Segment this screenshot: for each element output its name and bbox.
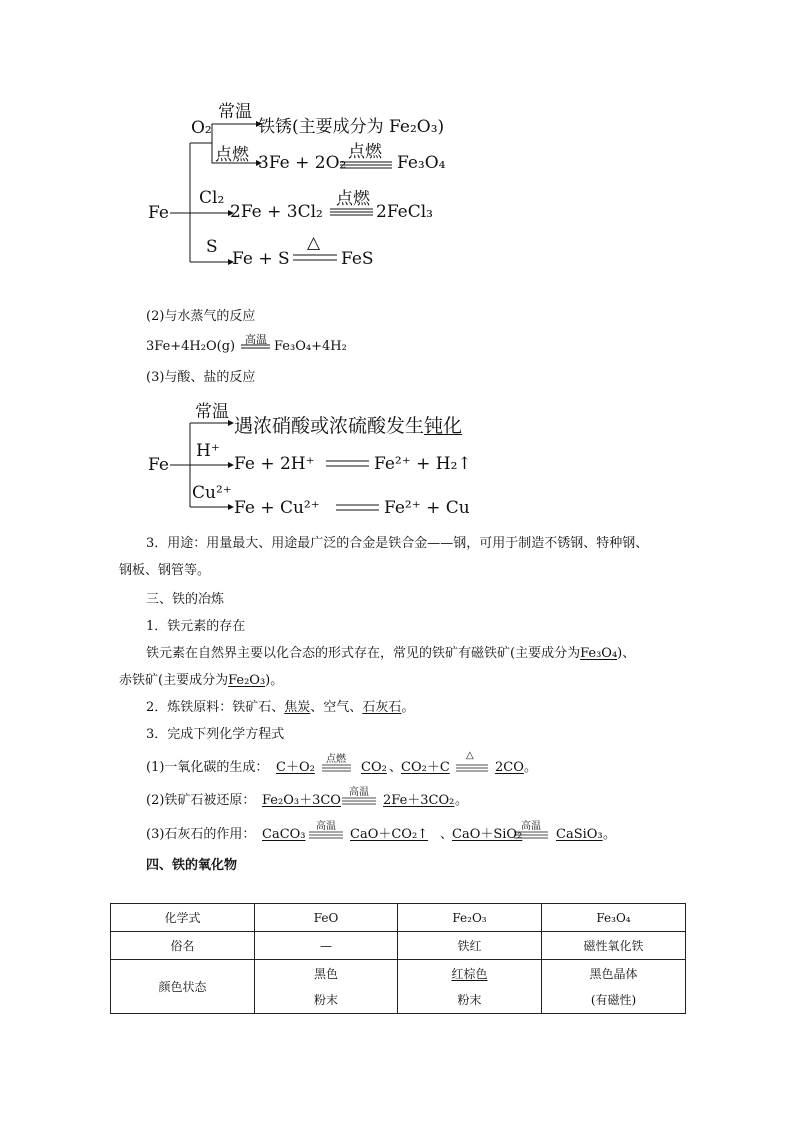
o2-equation-condition: 点燃 — [348, 142, 382, 162]
existence-paragraph-2: 赤铁矿(主要成分为Fe₂O₃)。 — [119, 673, 284, 688]
eq3-prefix: (3)石灰石的作用： — [146, 827, 256, 842]
s-equation-left: Fe + S — [232, 249, 290, 269]
table-cell: Fe₂O₃ — [398, 904, 542, 932]
eq2-end: 。 — [455, 793, 469, 808]
changwen-arrow-line — [212, 124, 256, 133]
cl2-equation-left: 2Fe + 3Cl₂ — [230, 202, 323, 222]
raw-materials-line: 2．炼铁原料：铁矿石、焦炭、空气、石灰石。 — [146, 700, 415, 715]
eq1-product-b: 2CO — [495, 760, 524, 775]
table-cell: — — [255, 932, 398, 960]
eq1-reactants-a: C＋O₂ — [276, 760, 315, 775]
changwen-condition: 常温 — [218, 102, 252, 122]
eq2-products: 2Fe＋3CO₂ — [383, 793, 455, 808]
cell-line: (有磁性) — [590, 992, 637, 1007]
eq2-reactants: Fe₂O₃＋3CO — [262, 793, 341, 808]
existence-paragraph-1: 铁元素在自然界主要以化合态的形式存在，常见的铁矿有磁铁矿(主要成分为Fe₃O₄)、 — [146, 646, 636, 661]
iron-oxides-table — [110, 903, 686, 1014]
steam-equation-condition: 高温 — [245, 333, 267, 346]
eq3-separator: 、 — [440, 827, 454, 842]
s-equation-condition: △ — [307, 233, 321, 253]
usage-line-2: 钢板、钢管等。 — [119, 563, 211, 578]
dianran-condition: 点燃 — [215, 145, 249, 165]
changwen2-condition: 常温 — [195, 402, 229, 422]
table-cell — [398, 960, 542, 1014]
fe2-label: Fe — [148, 455, 169, 475]
o2-equation-left: 3Fe + 2O₂ — [258, 153, 347, 173]
table-cell: 化学式 — [111, 904, 255, 932]
table-cell: 铁红 — [398, 932, 542, 960]
eq1-end: 。 — [524, 760, 538, 775]
s-equation-product: FeS — [341, 249, 374, 269]
coke-answer: 焦炭 — [284, 700, 311, 715]
cell-line: 黑色晶体 — [589, 966, 638, 981]
table-cell: Fe₃O₄ — [542, 904, 686, 932]
passivation-word: 钝化 — [424, 415, 463, 437]
rust-product: 铁锈(主要成分为 Fe₂O₃) — [258, 117, 445, 137]
steam-equation-left: 3Fe+4H₂O(g) — [146, 339, 236, 354]
table-cell: FeO — [255, 904, 398, 932]
eq2-prefix: (2)铁矿石被还原： — [146, 793, 256, 808]
h-plus-label: H⁺ — [196, 441, 220, 461]
magnetite-formula: Fe₃O₄ — [580, 646, 618, 661]
h-equation-left: Fe + 2H⁺ — [234, 454, 315, 474]
eq3-end: 。 — [603, 827, 617, 842]
s-label: S — [206, 237, 218, 257]
h-equation-right: Fe²⁺ + H₂↑ — [374, 454, 472, 474]
eq3-condition-b: 高温 — [521, 821, 541, 832]
eq1-separator: 、 — [389, 760, 403, 775]
eq1-prefix: (1)一氧化碳的生成： — [146, 760, 269, 775]
eq1-condition-a: 点燃 — [326, 754, 346, 765]
eq3-product-b: CaSiO₃ — [556, 827, 603, 842]
table-cell: 磁性氧化铁 — [542, 932, 686, 960]
table-header-row — [111, 904, 686, 932]
existence-subheading: 1．铁元素的存在 — [146, 619, 246, 634]
o2-equation-product: Fe₃O₄ — [397, 153, 446, 173]
eq3-condition-a: 高温 — [316, 821, 336, 832]
steam-equation-right: Fe₃O₄+4H₂ — [274, 339, 347, 354]
eq3-reactant-a: CaCO₃ — [262, 827, 306, 842]
cell-line: 粉末 — [457, 992, 482, 1007]
cell-line: 红棕色 — [451, 966, 488, 981]
smelting-heading: 三、铁的冶炼 — [146, 592, 225, 607]
eq1-reactants-b: CO₂＋C — [401, 760, 450, 775]
eq1-product-a: CO₂ — [361, 760, 387, 775]
eq3-reactants-b: CaO＋SiO₂ — [452, 827, 523, 842]
eq3-products-a: CaO＋CO₂↑ — [350, 827, 429, 842]
cl2-label: Cl₂ — [199, 188, 225, 208]
table-cell: 颜色状态 — [111, 960, 255, 1014]
cell-line: 粉末 — [313, 992, 338, 1007]
cu-label: Cu²⁺ — [192, 483, 232, 503]
table-row — [111, 960, 686, 1014]
cl2-equation-product: 2FeCl₃ — [376, 202, 434, 222]
table-row — [111, 932, 686, 960]
cell-line: 黑色 — [313, 966, 338, 981]
limestone-answer: 石灰石 — [362, 700, 402, 715]
table-cell — [255, 960, 398, 1014]
acid-salt-heading: (3)与酸、盐的反应 — [146, 370, 256, 385]
passivation-text: 遇浓硝酸或浓硫酸发生钝化 — [234, 415, 463, 437]
hematite-formula: Fe₂O₃ — [228, 673, 266, 688]
equations-subheading: 3．完成下列化学方程式 — [146, 727, 285, 742]
eq2-condition: 高温 — [349, 787, 369, 798]
cl2-equation-condition: 点燃 — [336, 189, 370, 209]
cu-equation-right: Fe²⁺ + Cu — [384, 498, 470, 518]
cu-equation-left: Fe + Cu²⁺ — [234, 498, 320, 518]
steam-heading: (2)与水蒸气的反应 — [146, 309, 256, 324]
oxides-heading: 四、铁的氧化物 — [146, 858, 238, 873]
o2-label: O₂ — [191, 118, 212, 138]
table-cell: 俗名 — [111, 932, 255, 960]
eq1-condition-b: △ — [466, 750, 474, 761]
fe-label: Fe — [148, 203, 169, 223]
usage-line-1: 3．用途：用量最大、用途最广泛的合金是铁合金——钢，可用于制造不锈钢、特种钢、 — [146, 536, 649, 551]
table-cell — [542, 960, 686, 1014]
